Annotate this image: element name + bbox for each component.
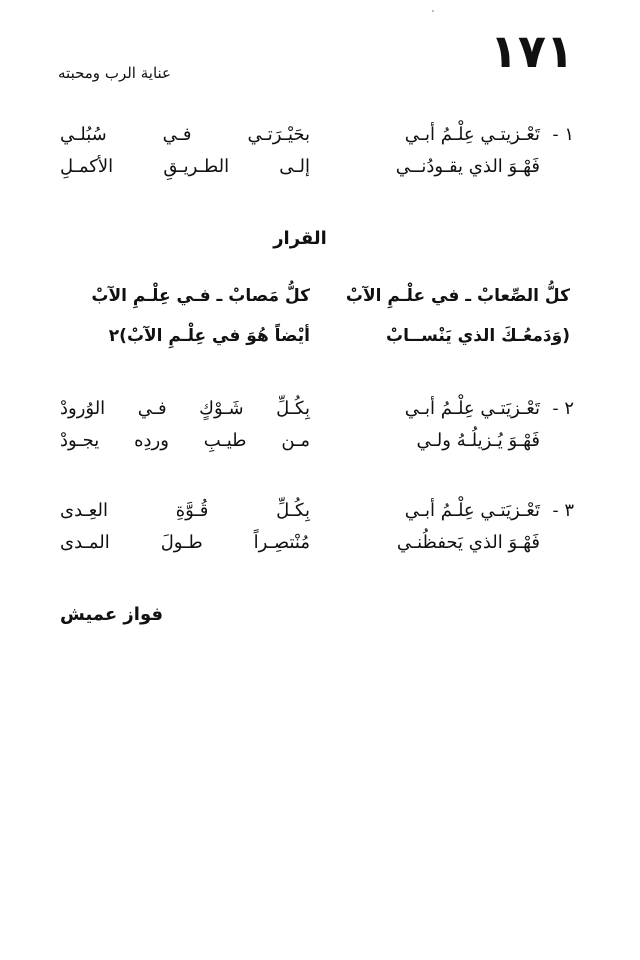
verse-hemistich-right: فَهْـوَ يُـزيلُـهُ ولـي	[416, 430, 540, 451]
verse-2-line-2	[0, 430, 640, 458]
verse-number: ٢ -	[552, 398, 574, 419]
verse-hemistich-left: بِكُـلِّ شَـوْكٍ فـي الوُرودْ	[60, 398, 310, 419]
page-number: ١٧١	[489, 24, 574, 78]
verse-hemistich-left: مـن طيـبِ وردِه يجـودْ	[60, 430, 310, 451]
verse-hemistich-right: تَعْـزيَتـي عِلْـمُ أبـي	[404, 500, 540, 521]
verse-hemistich-left: مُنْتصِـراً طـولَ المـدى	[60, 532, 310, 553]
verse-1-line-1	[0, 124, 640, 152]
chorus-line-1	[0, 286, 640, 316]
verse-hemistich-right: تَعْـزيَتـي عِلْـمُ أبـي	[404, 398, 540, 419]
running-title: عناية الرب ومحبته	[58, 64, 171, 82]
chorus-title: القرار	[273, 228, 327, 249]
chorus-hemistich-left: أيْضاً هُوَ في عِلْـمِ الآبْ)٢	[108, 326, 310, 346]
verse-hemistich-left: بحَيْـرَتـي فـي سُبُلـي	[60, 124, 310, 145]
verse-hemistich-right: فَهْـوَ الذي يقـودُنــي	[395, 156, 540, 177]
verse-hemistich-right: تَعْـزيتـي عِلْـمُ أبـي	[404, 124, 540, 145]
chorus-hemistich-right: (وَدَمعُـكَ الذي يَنْســابْ	[386, 326, 570, 346]
verse-hemistich-right: فَهْـوَ الذي يَحفظُنـي	[396, 532, 540, 553]
chorus-hemistich-right: كلُّ الصِّعابْ ـ في علْـمِ الآبْ	[345, 286, 570, 306]
verse-number: ٣ -	[552, 500, 574, 521]
verse-hemistich-left: بِكُـلِّ قُـوَّةِ العِـدى	[60, 500, 310, 521]
verse-1-line-2	[0, 156, 640, 184]
author-name: فواز عميش	[60, 604, 164, 625]
verse-hemistich-left: إلـى الطـريـقِ الأكمـلِ	[60, 156, 310, 177]
verse-number: ١ -	[552, 124, 574, 145]
chorus-hemistich-left: كلُّ مَصابْ ـ فـي عِلْـمِ الآبْ	[91, 286, 310, 306]
verse-3-line-2	[0, 532, 640, 560]
scan-speck	[432, 10, 434, 12]
verse-3-line-1	[0, 500, 640, 528]
verse-2-line-1	[0, 398, 640, 426]
chorus-line-2	[0, 326, 640, 356]
